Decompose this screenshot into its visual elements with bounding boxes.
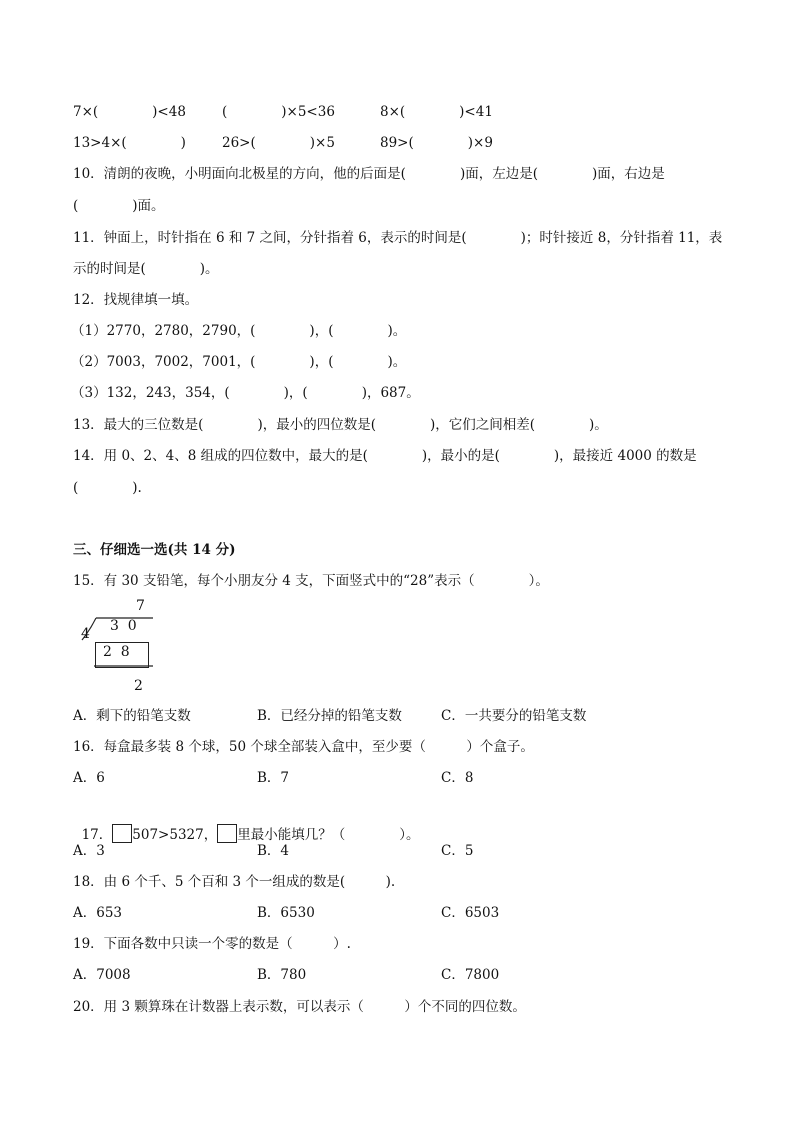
question-15-stem: 15．有 30 支铅笔，每个小朋友分 4 支，下面竖式中的“28”表示（ ）。 [73,573,549,589]
q17-option-b: B．4 [257,843,290,859]
q17-option-c: C．5 [441,843,474,859]
question-12-item-2: （2）7003，7002，7001，( )，( )。 [71,354,407,370]
q16-option-b: B．7 [257,770,290,786]
question-12-item-3: （3）132，243，354，( )，( )，687。 [71,385,420,401]
q17-number: 17． [81,827,113,843]
q17-tail: 里最小能填几？（ ）。 [237,827,420,843]
product: 2 8 [103,644,130,660]
question-16-stem: 16．每盒最多装 8 个球，50 个球全部装入盒中，至少要（ ）个盒子。 [73,739,534,755]
question-18-stem: 18．由 6 个千、5 个百和 3 个一组成的数是( ). [73,874,396,890]
remainder: 2 [134,678,143,694]
q18-option-c: C．6503 [441,905,500,921]
dividend: 3 0 [110,618,137,634]
inequality-3: 8×( )<41 [380,104,493,120]
q18-option-b: B．6530 [257,905,315,921]
q15-option-c: C．一共要分的铅笔支数 [441,708,587,724]
q16-option-c: C．8 [441,770,474,786]
divisor: 4 [81,626,90,642]
blank-square [217,824,237,843]
q18-option-a: A．653 [73,905,123,921]
inequality-4: 13>4×( ) [73,135,186,151]
question-17-stem [73,806,419,844]
q19-option-c: C．7800 [441,967,500,983]
inequality-1: 7×( )<48 [73,104,186,120]
question-12-item-1: （1）2770，2780，2790，( )，( )。 [71,323,407,339]
question-11-line1: 11．钟面上，时针指在 6 和 7 之间，分针指着 6，表示的时间是( )；时针接近 8，分针指着 11，表 [73,230,723,246]
inequality-6: 89>( )×9 [380,135,493,151]
inequality-5: 26>( )×5 [222,135,335,151]
q19-option-a: A．7008 [73,967,131,983]
question-12-title: 12．找规律填一填。 [73,292,199,308]
question-20-stem: 20．用 3 颗算珠在计数器上表示数，可以表示（ ）个不同的四位数。 [73,999,526,1015]
inequality-2: ( )×5<36 [222,104,335,120]
q15-option-b: B．已经分掉的铅笔支数 [257,708,402,724]
question-13: 13．最大的三位数是( )，最小的四位数是( )，它们之间相差( )。 [73,417,608,433]
q16-option-a: A．6 [73,770,105,786]
long-division [70,598,170,698]
question-19-stem: 19．下面各数中只读一个零的数是（ ）. [73,936,351,952]
q19-option-b: B．780 [257,967,307,983]
question-10-line2: ( )面。 [73,198,165,214]
blank-square [112,824,132,843]
q17-mid: 507>5327， [132,827,218,843]
question-14-line2: ( ). [73,480,142,496]
q17-option-a: A．3 [73,843,105,859]
question-10-line1: 10．清朗的夜晚，小明面向北极星的方向，他的后面是( )面，左边是( )面，右边是 [73,166,665,182]
q15-option-a: A．剩下的铅笔支数 [73,708,191,724]
question-11-line2: 示的时间是( )。 [73,261,219,277]
section-3-heading: 三、仔细选一选(共 14 分) [73,542,236,558]
question-14-line1: 14．用 0、2、4、8 组成的四位数中，最大的是( )，最小的是( )，最接近 4000 的数是 [73,448,697,464]
quotient: 7 [136,598,145,614]
